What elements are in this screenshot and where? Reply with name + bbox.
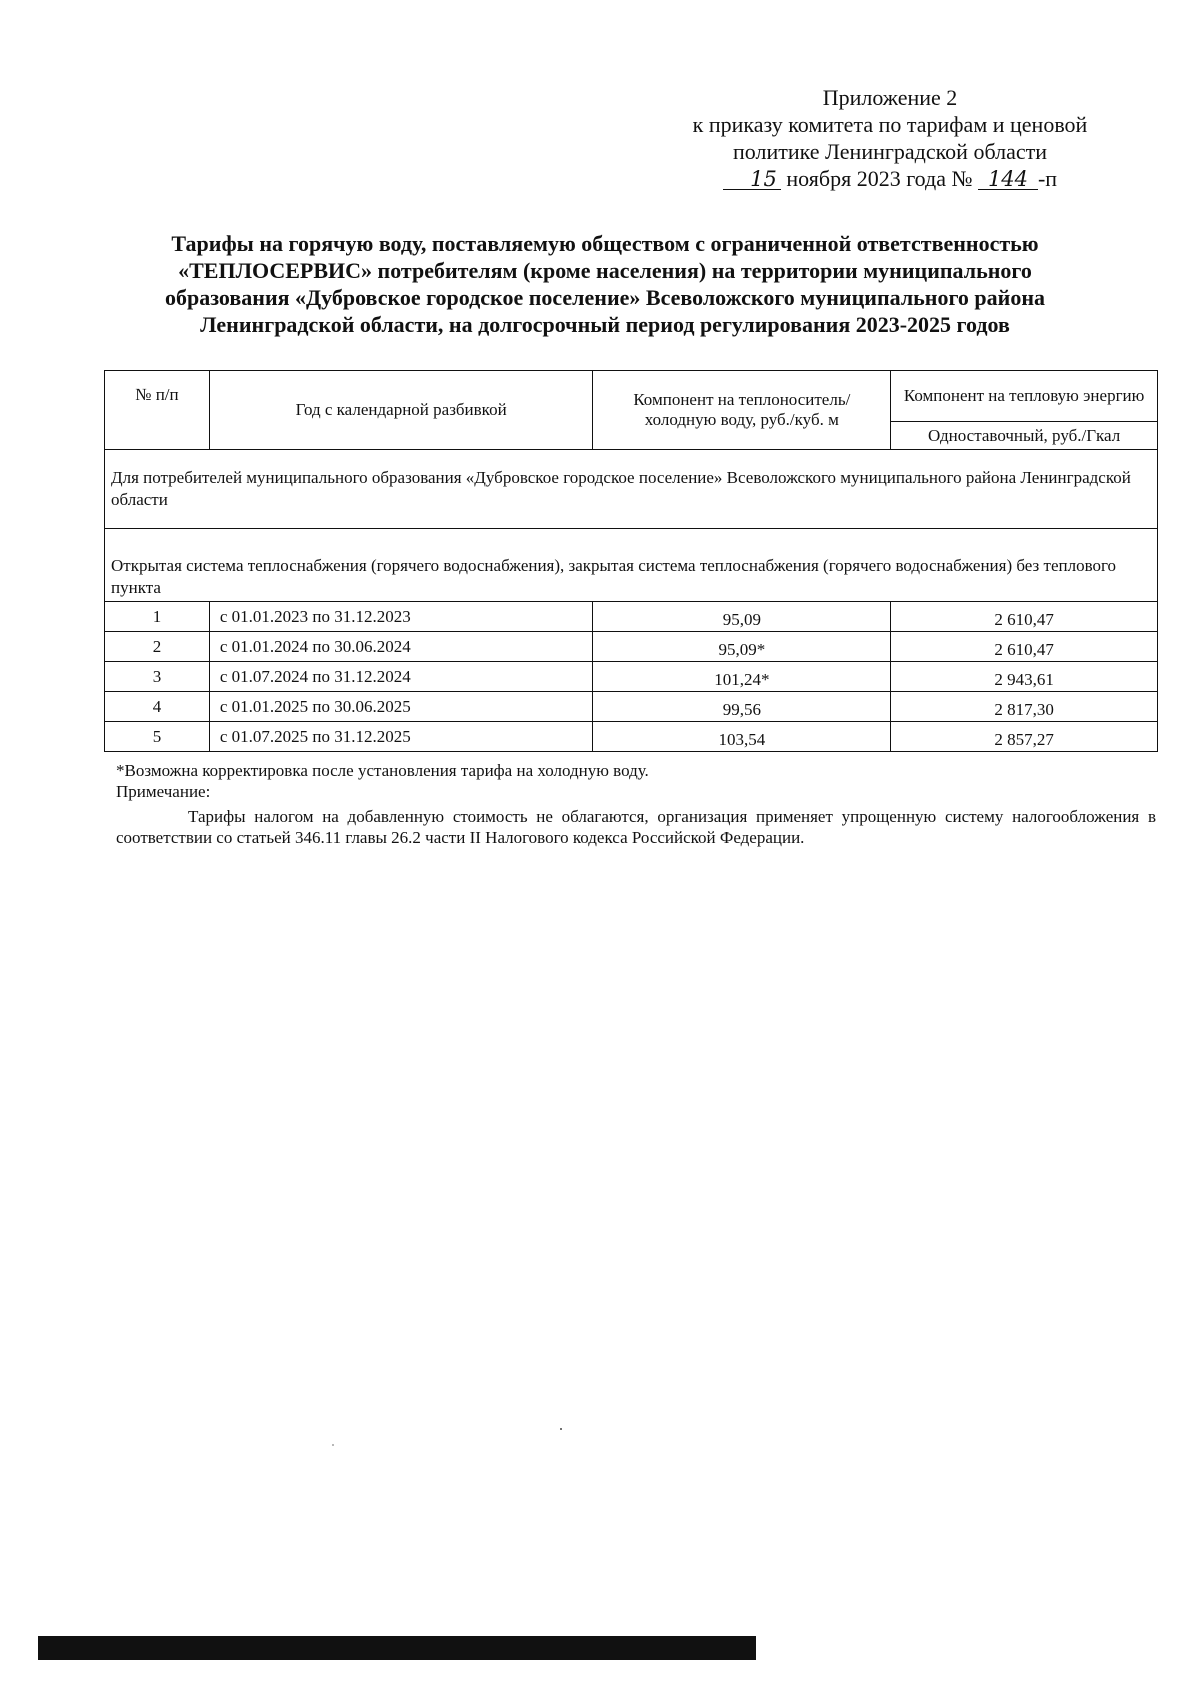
row-energy-value: 2 610,47 bbox=[891, 632, 1158, 662]
column-header-year: Год с календарной разбивкой bbox=[209, 371, 593, 450]
title-line: Ленинградской области, на долгосрочный период регулирования 2023-2025 годов bbox=[200, 312, 1010, 337]
column-header-coolant: Компонент на теплоноситель/ холодную воду, руб./куб. м bbox=[593, 371, 891, 450]
order-reference-line: к приказу комитета по тарифам и ценовой bbox=[692, 112, 1088, 137]
title-line: «ТЕПЛОСЕРВИС» потребителям (кроме населения) на территории муниципального bbox=[178, 258, 1032, 283]
row-period: с 01.01.2025 по 30.06.2025 bbox=[209, 692, 593, 722]
column-header-number: № п/п bbox=[105, 371, 210, 450]
handwritten-day: 15 bbox=[723, 169, 781, 190]
consumer-section-label: Для потребителей муниципального образования «Дубровское городское поселение» Всеволожского муниципального района Ленинградской области bbox=[105, 450, 1158, 529]
scan-edge-bar bbox=[38, 1636, 756, 1660]
row-number: 3 bbox=[105, 662, 210, 692]
scan-speck bbox=[560, 1428, 562, 1430]
row-energy-value: 2 857,27 bbox=[891, 722, 1158, 752]
row-period: с 01.07.2025 по 31.12.2025 bbox=[209, 722, 593, 752]
footnote: *Возможна корректировка после установления тарифа на холодную воду. bbox=[116, 761, 649, 780]
title-line: Тарифы на горячую воду, поставляемую обществом с ограниченной ответственностью bbox=[171, 231, 1039, 256]
note-label: Примечание: bbox=[116, 782, 211, 801]
notes-block bbox=[116, 760, 1156, 848]
table-row bbox=[105, 602, 1158, 632]
appendix-header bbox=[660, 84, 1120, 192]
row-coolant-value: 95,09* bbox=[593, 632, 891, 662]
handwritten-order-number: 144 bbox=[978, 169, 1038, 190]
row-coolant-value: 99,56 bbox=[593, 692, 891, 722]
row-period: с 01.01.2024 по 30.06.2024 bbox=[209, 632, 593, 662]
row-energy-value: 2 610,47 bbox=[891, 602, 1158, 632]
committee-line: политике Ленинградской области bbox=[732, 139, 1047, 164]
table-row bbox=[105, 692, 1158, 722]
document-title bbox=[100, 230, 1110, 338]
table-row bbox=[105, 632, 1158, 662]
column-subheader-single-rate: Одноставочный, руб./Гкал bbox=[891, 422, 1158, 450]
row-coolant-value: 103,54 bbox=[593, 722, 891, 752]
row-number: 1 bbox=[105, 602, 210, 632]
supply-system-section-label: Открытая система теплоснабжения (горячего водоснабжения), закрытая система теплоснабжения (горячего водоснабжения) без теплового пункта bbox=[105, 529, 1158, 602]
table-row bbox=[105, 662, 1158, 692]
row-number: 4 bbox=[105, 692, 210, 722]
row-energy-value: 2 943,61 bbox=[891, 662, 1158, 692]
row-coolant-value: 95,09 bbox=[593, 602, 891, 632]
column-header-energy: Компонент на тепловую энергию bbox=[891, 371, 1158, 422]
section-row bbox=[105, 529, 1158, 602]
row-number: 2 bbox=[105, 632, 210, 662]
scan-speck bbox=[332, 1444, 334, 1446]
appendix-title: Приложение 2 bbox=[822, 85, 958, 110]
note-text: Тарифы налогом на добавленную стоимость не облагаются, организация применяет упрощенную систему налогообложения в соответствии со статьей 346.11 главы 26.2 части II Налогового кодекса Российской Федерации. bbox=[116, 807, 1156, 847]
row-number: 5 bbox=[105, 722, 210, 752]
order-date-line bbox=[660, 165, 1120, 192]
table-header-row bbox=[105, 371, 1158, 422]
tariff-table bbox=[104, 370, 1158, 752]
section-row bbox=[105, 450, 1158, 529]
row-energy-value: 2 817,30 bbox=[891, 692, 1158, 722]
order-date-text: ноября 2023 года № bbox=[786, 166, 973, 191]
row-period: с 01.07.2024 по 31.12.2024 bbox=[209, 662, 593, 692]
table-row bbox=[105, 722, 1158, 752]
row-period: с 01.01.2023 по 31.12.2023 bbox=[209, 602, 593, 632]
order-number-suffix: -п bbox=[1037, 166, 1058, 191]
row-coolant-value: 101,24* bbox=[593, 662, 891, 692]
title-line: образования «Дубровское городское поселение» Всеволожского муниципального района bbox=[164, 285, 1045, 310]
